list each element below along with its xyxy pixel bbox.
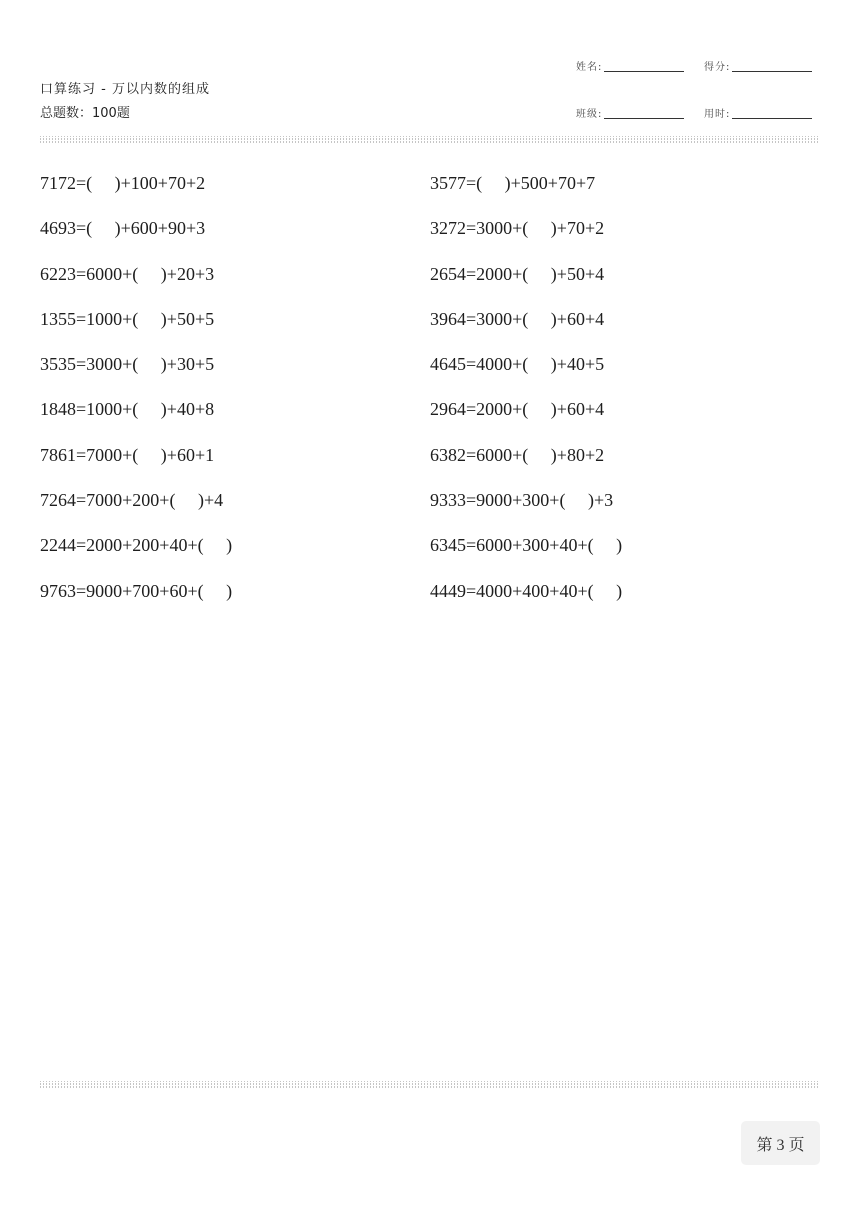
time-field[interactable] <box>704 105 812 120</box>
problem-item[interactable]: 6382=6000+( )+80+2 <box>430 444 605 465</box>
name-field[interactable] <box>576 58 684 73</box>
time-blank[interactable] <box>732 118 812 119</box>
total-questions: 总题数：100题 <box>40 106 130 121</box>
problem-item[interactable]: 9763=9000+700+60+( ) <box>40 580 233 601</box>
problem-item[interactable]: 6345=6000+300+40+( ) <box>430 535 623 556</box>
problem-item[interactable]: 3577=( )+500+70+7 <box>430 173 596 193</box>
problem-item[interactable]: 1355=1000+( )+50+5 <box>40 308 215 329</box>
problem-item[interactable]: 4693=( )+600+90+3 <box>40 218 206 239</box>
problem-item[interactable]: 4645=4000+( )+40+5 <box>430 354 605 375</box>
problem-item[interactable]: 6223=6000+( )+20+3 <box>40 263 215 284</box>
page-number-badge: 第 3 页 <box>741 1121 820 1165</box>
problem-item[interactable]: 3964=3000+( )+60+4 <box>430 308 605 329</box>
score-field[interactable] <box>704 58 812 73</box>
problem-item[interactable]: 2244=2000+200+40+( ) <box>40 535 233 556</box>
worksheet-title: 口算练习 - 万以内数的组成 <box>40 82 210 97</box>
class-label: 班级: <box>576 109 603 120</box>
problem-item[interactable]: 2654=2000+( )+50+4 <box>430 263 605 284</box>
score-blank[interactable] <box>732 71 812 72</box>
name-blank[interactable] <box>604 71 684 72</box>
class-field[interactable] <box>576 105 684 120</box>
problem-item[interactable]: 7861=7000+( )+60+1 <box>40 444 215 465</box>
problem-item[interactable]: 2964=2000+( )+60+4 <box>430 399 605 420</box>
worksheet-header <box>40 78 210 126</box>
problem-item[interactable]: 1848=1000+( )+40+8 <box>40 399 215 420</box>
problem-item[interactable]: 3272=3000+( )+70+2 <box>430 218 605 239</box>
problem-item[interactable]: 4449=4000+400+40+( ) <box>430 580 623 601</box>
bottom-decorative-border <box>40 1081 820 1089</box>
top-decorative-border <box>40 136 820 144</box>
score-label: 得分: <box>704 62 731 73</box>
problem-item[interactable]: 9333=9000+300+( )+3 <box>430 490 614 511</box>
problem-item[interactable]: 3535=3000+( )+30+5 <box>40 354 215 375</box>
problem-item[interactable]: 7172=( )+100+70+2 <box>40 173 206 193</box>
problem-grid <box>40 168 820 621</box>
time-label: 用时: <box>704 109 731 120</box>
problem-item[interactable]: 7264=7000+200+( )+4 <box>40 490 224 511</box>
class-blank[interactable] <box>604 118 684 119</box>
name-label: 姓名: <box>576 62 603 73</box>
